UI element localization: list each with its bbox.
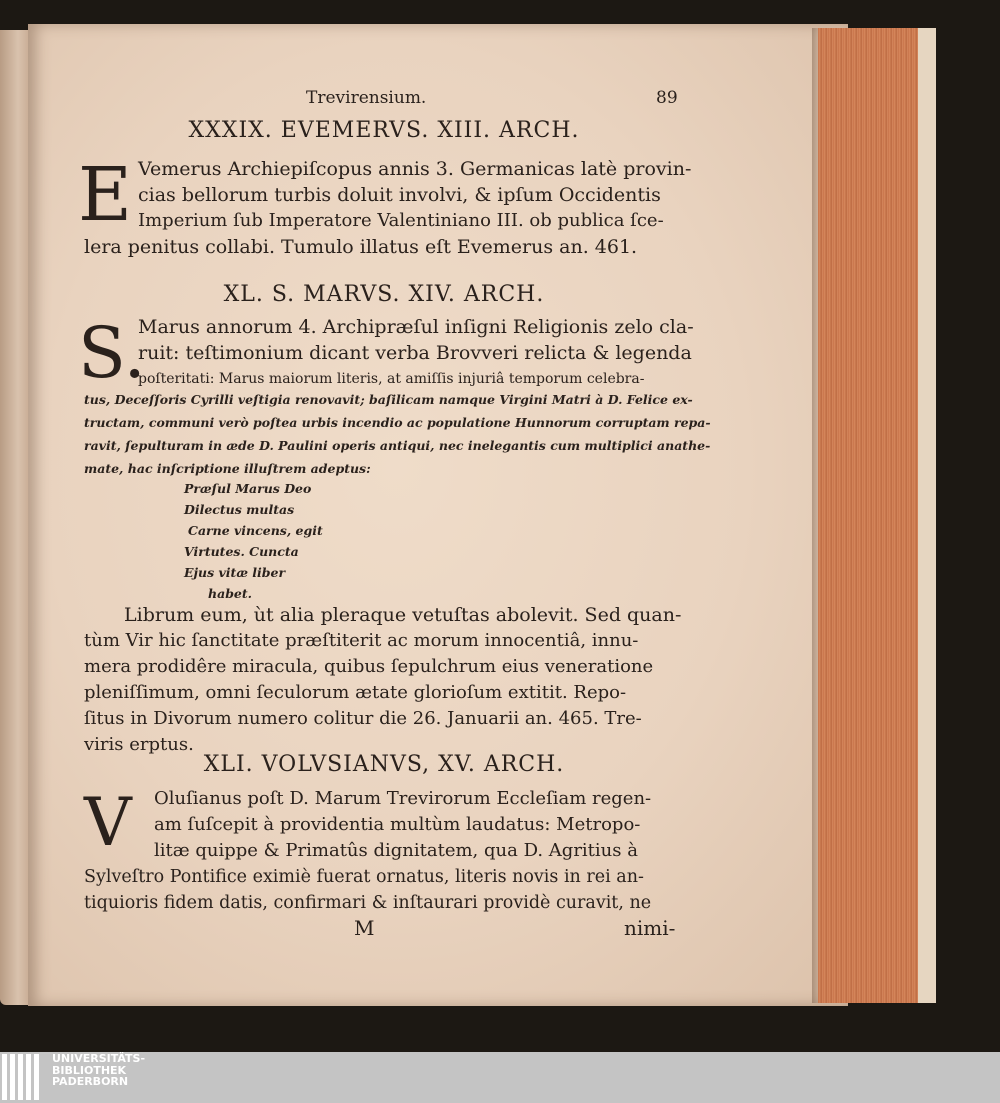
text-line: tiquioris fidem datis, confirmari & inſtaurari providè curavit, ne [84, 893, 652, 913]
signature-mark: M [354, 916, 375, 940]
section-heading: XXXIX. EVEMERVS. XIII. ARCH. [188, 118, 580, 143]
text-line: Imperium ſub Imperatore Valentiniano III. ob publica ſce- [138, 210, 664, 231]
library-footer [0, 1052, 1000, 1103]
inscription-line: Dilectus multas [184, 502, 295, 517]
section-heading: XL. S. MARVS. XIV. ARCH. [223, 282, 545, 307]
quotation-line: mate, hac inſcriptione illuſtrem adeptus: [84, 461, 371, 476]
text-line: Oluſianus poſt D. Marum Trevirorum Eccleſiam regen- [154, 788, 652, 809]
running-head: Trevirensium. [306, 88, 427, 108]
text-line: litæ quippe & Primatûs dignitatem, qua D. Agritius à [154, 840, 638, 861]
library-name-line: BIBLIOTHEK [52, 1063, 127, 1077]
inscription-line: Carne vincens, egit [188, 523, 323, 538]
text-line: viris erptus. [84, 734, 194, 755]
text-line: Sylveſtro Pontifice eximiè fuerat ornatus, literis novis in rei an- [84, 867, 644, 887]
drop-cap: S. [78, 312, 146, 394]
inscription-line: Virtutes. Cuncta [184, 544, 299, 559]
facing-page-edge [0, 30, 30, 1005]
library-logo-icon [2, 1054, 44, 1100]
text-line: am ſuſcepit à providentia multùm laudatus: Metropo- [154, 814, 641, 835]
section-heading: XLI. VOLVSIANVS, XV. ARCH. [203, 752, 565, 777]
inscription-line: habet. [208, 586, 253, 601]
text-line: tùm Vir hic ſanctitate præſtiterit ac morum innocentiâ, innu- [84, 630, 639, 651]
library-name-line: UNIVERSITÄTS- [52, 1052, 146, 1065]
quotation-line: tus, Deceſſoris Cyrilli veſtigia renovavit; baſilicam namque Virgini Matri à D. Felice ex- [84, 392, 693, 407]
text-line: poſteritati: Marus maiorum literis, at amiſſis injuriâ temporum celebra- [138, 371, 645, 387]
drop-cap: E [78, 152, 133, 238]
text-line: Librum eum, ùt alia pleraque vetuſtas abolevit. Sed quan- [124, 604, 682, 626]
text-line: Vemerus Archiepiſcopus annis 3. Germanicas latè provin- [138, 158, 692, 180]
page-edges [818, 28, 936, 1003]
quotation-line: tructam, communi verò poſtea urbis incendio ac populatione Hunnorum corruptam repa- [84, 415, 711, 430]
text-line: lera penitus collabi. Tumulo illatus eſt Evemerus an. 461. [84, 236, 638, 258]
text-line: cias bellorum turbis doluit involvi, & ipſum Occidentis [138, 184, 661, 206]
library-name-line: PADERBORN [52, 1075, 129, 1088]
text-line: mera prodidêre miracula, quibus ſepulchrum eius veneratione [84, 656, 654, 677]
text-line: ſitus in Divorum numero colitur die 26. Januarii an. 465. Tre- [84, 708, 642, 729]
text-line: Marus annorum 4. Archipræſul inſigni Religionis zelo cla- [138, 316, 694, 338]
quotation-line: ravit, ſepulturam in æde D. Paulini operis antiqui, nec inelegantis cum multiplici anathe- [84, 438, 711, 453]
drop-cap: V [84, 784, 132, 861]
inscription-line: Præſul Marus Deo [184, 481, 312, 496]
page-number: 89 [656, 88, 678, 108]
text-line: ruit: teſtimonium dicant verba Brovveri relicta & legenda [138, 342, 692, 364]
inscription-line: Ejus vitæ liber [184, 565, 286, 580]
text-line: pleniſſimum, omni ſeculorum ætate glorioſum extitit. Repo- [84, 682, 627, 703]
library-name [52, 1053, 145, 1088]
catchword: nimi- [624, 916, 676, 940]
